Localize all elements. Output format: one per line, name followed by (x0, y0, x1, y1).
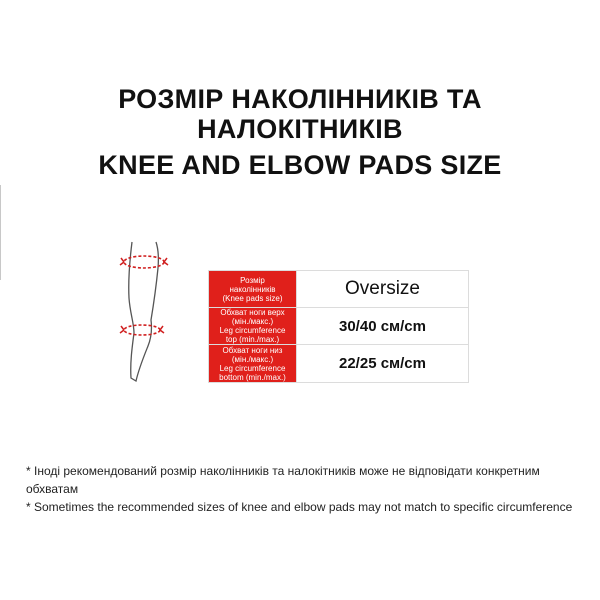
header-label-en: (Knee pads size) (222, 293, 283, 303)
top-label-en-2: top (min./max.) (225, 335, 280, 344)
size-table (208, 270, 469, 383)
size-value-cell: Oversize (297, 271, 469, 308)
header-label-cell (209, 271, 297, 308)
bottom-label-ua-1: Обхват ноги низ (222, 345, 283, 355)
footnote-ua: * Іноді рекомендований розмір наколінників та налокітників може не відповідати конкретним обхватам (26, 464, 540, 496)
leg-measurement-icon (112, 238, 172, 383)
page-title-ua: РОЗМІР НАКОЛІННИКІВ ТА НАЛОКІТНИКІВ (118, 84, 482, 144)
bottom-label-en-1: Leg circumference (219, 363, 286, 373)
top-label-ua-1: Обхват ноги верх (220, 308, 285, 317)
bottom-value-cell: 22/25 см/cm (297, 345, 469, 383)
table-row (209, 271, 469, 308)
page-title-en: KNEE AND ELBOW PADS SIZE (98, 150, 502, 180)
top-label-ua-2: (мін./макс.) (231, 317, 274, 326)
edge-divider (0, 185, 1, 280)
bottom-label-cell (209, 345, 297, 383)
footnote-en: * Sometimes the recommended sizes of knee and elbow pads may not match to specific circumference (26, 500, 573, 514)
top-label-en-1: Leg circumference (219, 326, 286, 335)
header-label-ua-2: наколінників (229, 284, 276, 294)
top-value-cell: 30/40 см/cm (297, 308, 469, 345)
top-label-cell (209, 308, 297, 345)
table-row (209, 345, 469, 383)
bottom-label-ua-2: (мін./макс.) (231, 354, 274, 364)
table-row (209, 308, 469, 345)
bottom-label-en-2: bottom (min./max.) (219, 372, 286, 382)
footnotes (26, 462, 586, 516)
title-block (0, 84, 600, 180)
header-label-ua-1: Розмір (240, 275, 265, 285)
